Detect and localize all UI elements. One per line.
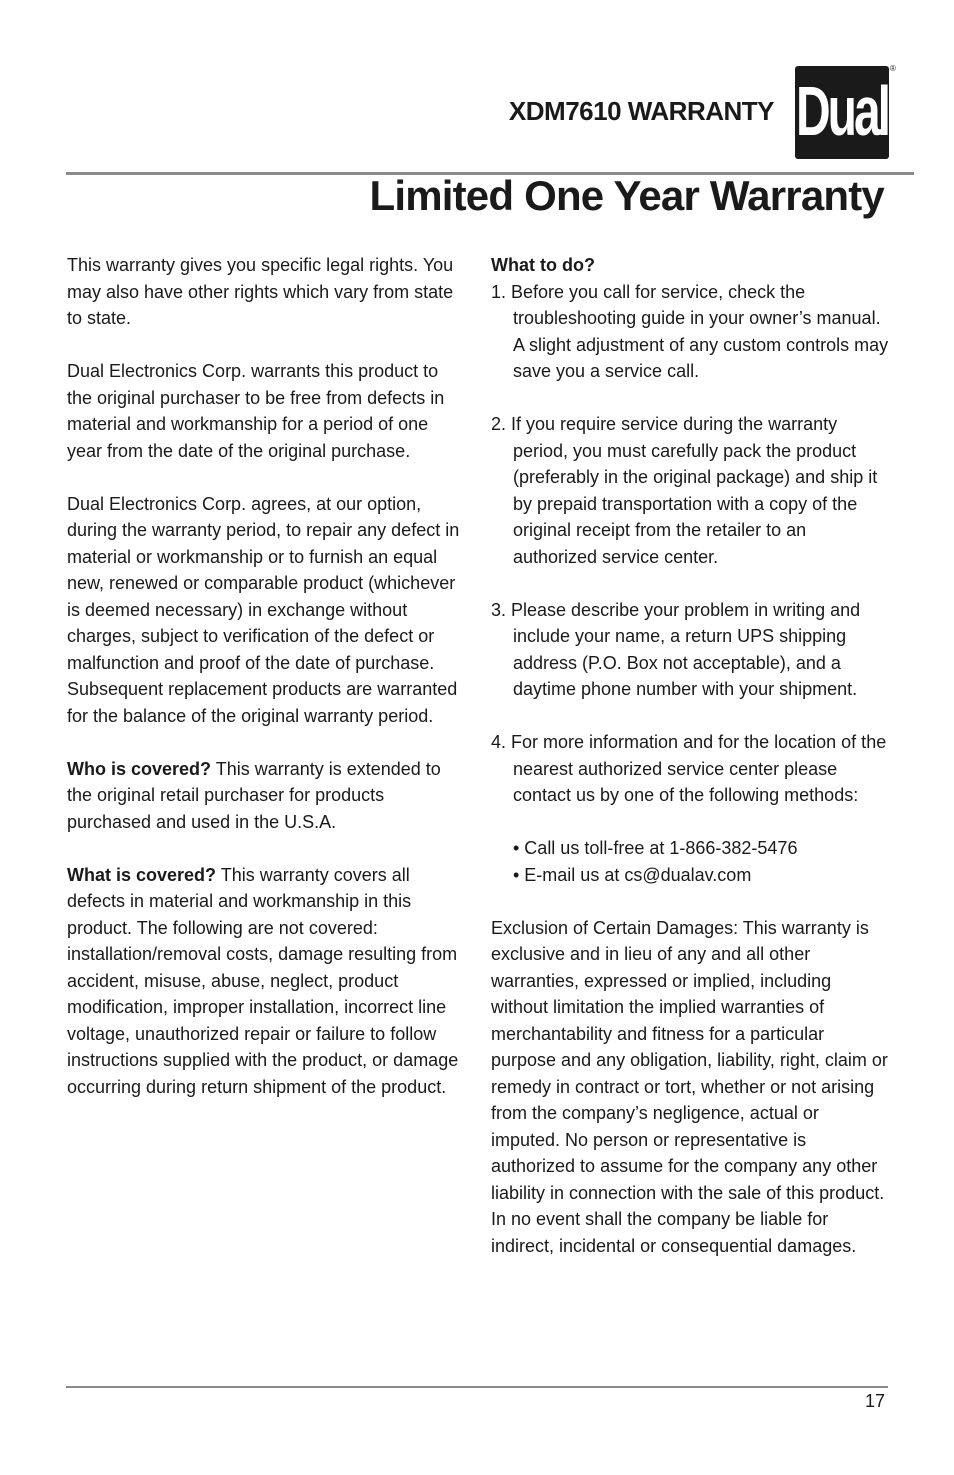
page-number: 17: [864, 1391, 885, 1411]
logo-text: Dual: [795, 74, 888, 151]
section-label: WARRANTY: [627, 96, 774, 126]
header-title: [509, 96, 774, 127]
who-covered-text: This warranty is extended to the original retail purchaser for products purchased and used in the U.S.A.: [67, 758, 441, 832]
contact-methods: [491, 835, 891, 888]
step-2: 2. If you require service during the warranty period, you must carefully pack the product (preferably in the original package) and ship it by prepaid transportation with a copy of the original receipt from the retailer to an authorized service center.: [491, 414, 878, 567]
footer-divider: [66, 1386, 888, 1388]
who-covered-label: Who is covered?: [67, 758, 212, 779]
what-covered-text: This warranty covers all defects in material and workmanship in this product. The following are not covered: installation/removal costs, damage resulting from accident, misuse, abuse, neglect, product modification, improper installation, incorrect line voltage, unauthorized repair or failure to follow instructions supplied with the product, or damage occurring during return shipment of the product.: [67, 864, 459, 1097]
agrees-paragraph: Dual Electronics Corp. agrees, at our option, during the warranty period, to repair any defect in material or workmanship or to furnish an equal new, renewed or comparable product (whichever is deemed necessary) in exchange without charges, subject to verification of the defect or malfunction and proof of the date of purchase. Subsequent replacement products are warranted for the balance of the original warranty period.: [67, 493, 460, 726]
right-column: [491, 252, 891, 1259]
left-column: [67, 252, 467, 1127]
what-covered-label: What is covered?: [67, 864, 217, 885]
step-3: 3. Please describe your problem in writing and include your name, a return UPS shipping address (P.O. Box not acceptable), and a daytime phone number with your shipment.: [491, 599, 861, 699]
who-covered-paragraph: [67, 756, 467, 836]
what-to-do-heading: What to do?: [491, 255, 595, 275]
model-number: XDM7610: [508, 96, 622, 126]
email-contact: • E-mail us at cs@dualav.com: [513, 864, 752, 885]
what-covered-paragraph: [67, 862, 467, 1101]
dual-logo: [795, 66, 889, 159]
registered-mark: ®: [890, 64, 896, 73]
warrants-paragraph: Dual Electronics Corp. warrants this product to the original purchaser to be free from defects in material and workmanship for a period of one year from the date of the original purchase.: [67, 361, 445, 461]
exclusion-paragraph: Exclusion of Certain Damages: This warranty is exclusive and in lieu of any and all other warranties, expressed or implied, including without limitation the implied warranties of merchantability and fitness for a particular purpose and any obligation, liability, right, claim or remedy in contract or tort, whether or not arising from the company’s negligence, actual or imputed. No person or representative is authorized to assume for the company any other liability in connection with the sale of this product. In no event shall the company be liable for indirect, incidental or consequential damages.: [491, 917, 888, 1256]
step-4: 4. For more information and for the location of the nearest authorized service center please contact us by one of the following methods:: [491, 732, 887, 805]
page-title: Limited One Year Warranty: [369, 172, 884, 219]
rights-paragraph: This warranty gives you specific legal rights. You may also have other rights which vary from state to state.: [67, 255, 454, 328]
phone-contact: • Call us toll-free at 1-866-382-5476: [513, 838, 798, 858]
step-1: 1. Before you call for service, check the troubleshooting guide in your owner’s manual. A slight adjustment of any custom controls may save you a service call.: [491, 281, 889, 381]
